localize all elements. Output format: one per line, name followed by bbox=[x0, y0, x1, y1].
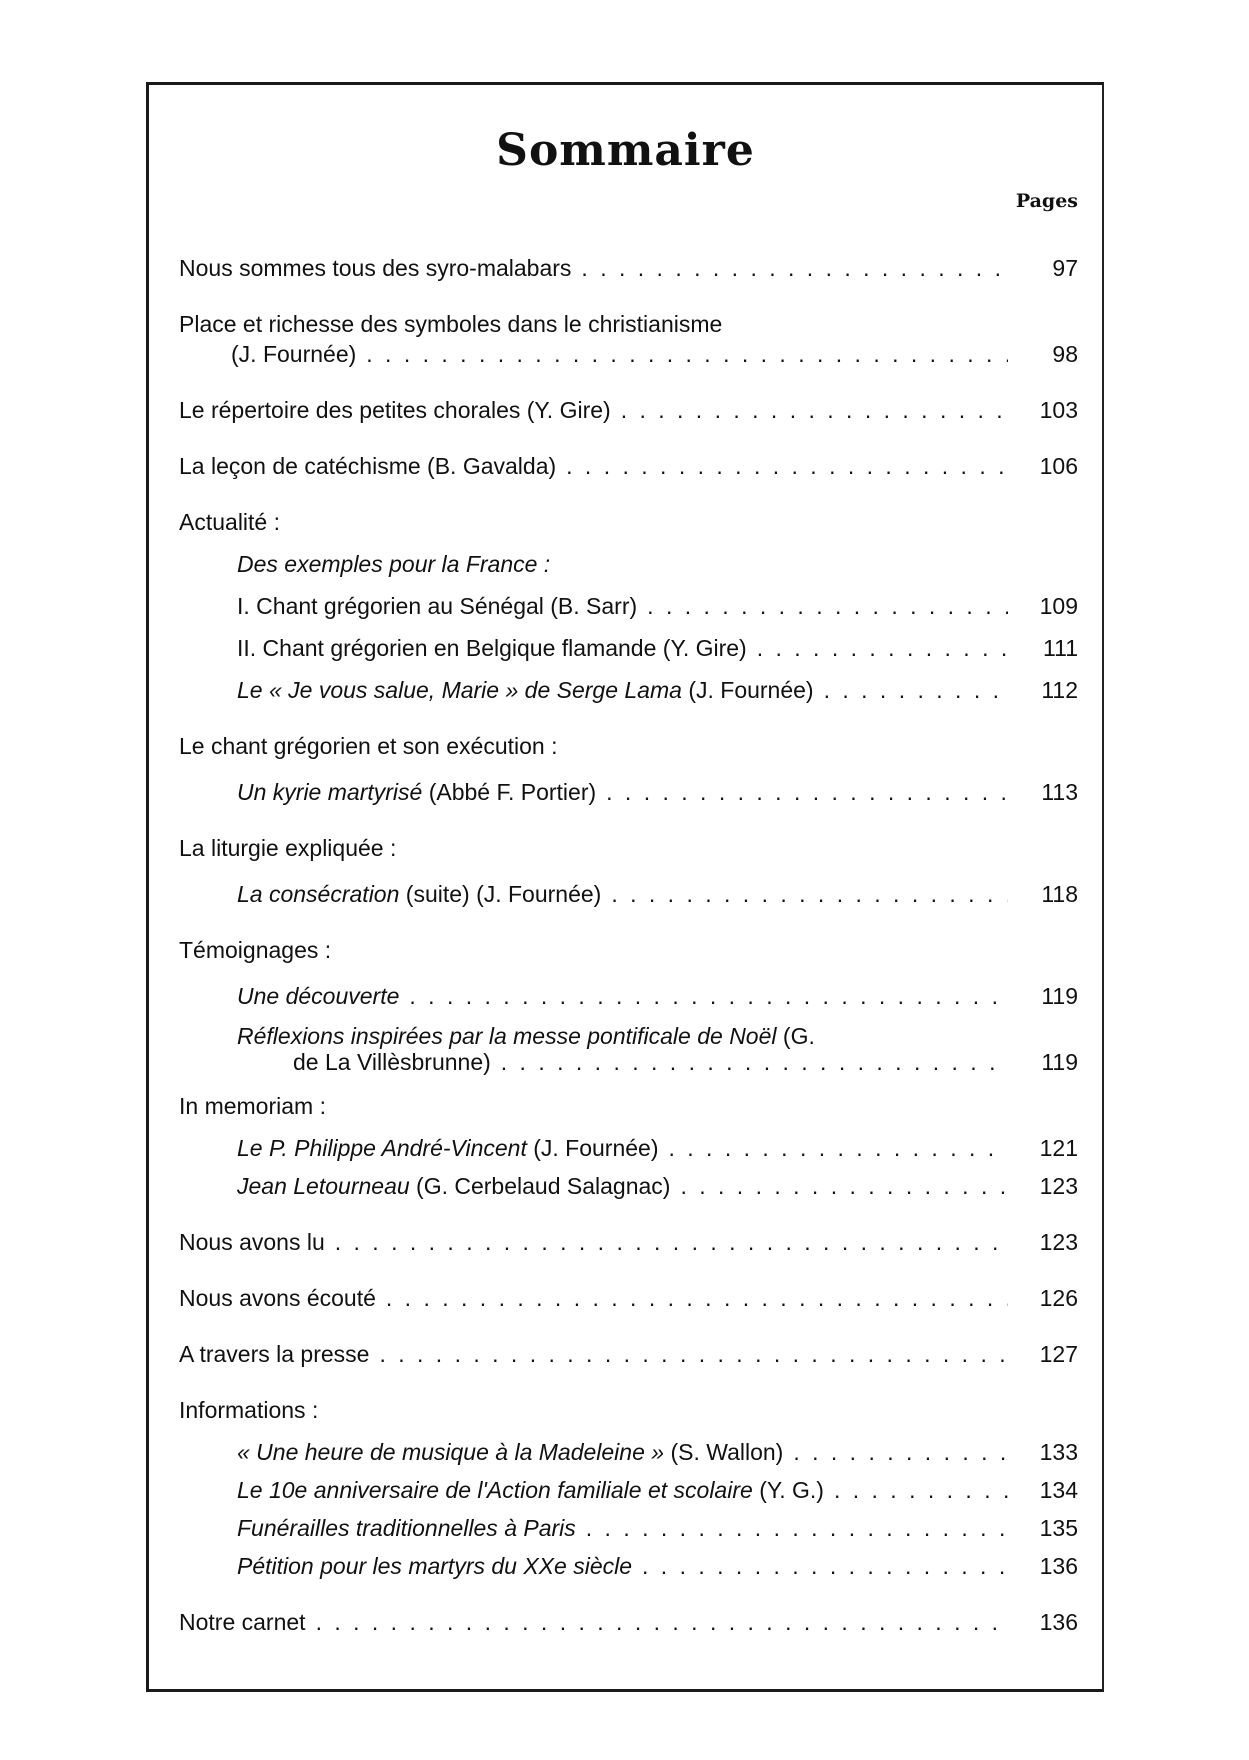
page-title: Sommaire bbox=[496, 125, 755, 176]
page-number: 126 bbox=[1039, 1285, 1078, 1311]
page-number: 135 bbox=[1039, 1515, 1078, 1541]
toc-entry[interactable]: Place et richesse des symboles dans le christianisme (J. Fournée) . . . 98 bbox=[179, 309, 1078, 369]
page-number: 121 bbox=[1039, 1135, 1078, 1161]
dot-leader bbox=[366, 339, 1008, 369]
toc-entry[interactable]: Le P. Philippe André-Vincent (J. Fournée) . . . 121 bbox=[179, 1133, 1078, 1163]
page-number: 106 bbox=[1039, 453, 1078, 479]
toc-entry[interactable]: Nous avons écouté . . . 126 bbox=[179, 1283, 1078, 1313]
toc-entry[interactable]: Un kyrie martyrisé (Abbé F. Portier) . . . 113 bbox=[179, 777, 1078, 807]
toc-entry[interactable]: « Une heure de musique à la Madeleine » (S. Wallon) . . . 133 bbox=[179, 1437, 1078, 1467]
section-heading: Actualité : bbox=[179, 509, 280, 535]
page-number: 98 bbox=[1052, 341, 1078, 367]
pages-column-header: Pages bbox=[1015, 190, 1078, 212]
section-heading: La liturgie expliquée : bbox=[179, 835, 397, 861]
toc-entry[interactable]: Nous avons lu . . . 123 bbox=[179, 1227, 1078, 1257]
dot-leader bbox=[642, 1551, 1008, 1581]
toc-entry[interactable]: Notre carnet . . . 136 bbox=[179, 1607, 1078, 1637]
toc-entry[interactable]: Réflexions inspirées par la messe pontificale de Noël (G. de La Villèsbrunne) . . . 119 bbox=[179, 1023, 1078, 1075]
page-number: 136 bbox=[1039, 1609, 1078, 1635]
dot-leader bbox=[669, 1133, 1009, 1163]
dot-leader bbox=[501, 1049, 1008, 1075]
toc-entry[interactable]: Pétition pour les martyrs du XXe siècle . . . 136 bbox=[179, 1551, 1078, 1581]
section-subheading: Des exemples pour la France : bbox=[237, 551, 551, 577]
dot-leader bbox=[586, 1513, 1008, 1543]
page-number: 119 bbox=[1041, 1049, 1078, 1075]
toc-frame bbox=[146, 82, 1104, 1692]
section-heading: In memoriam : bbox=[179, 1093, 326, 1119]
dot-leader bbox=[834, 1475, 1008, 1505]
page-number: 123 bbox=[1039, 1229, 1078, 1255]
page-number: 136 bbox=[1039, 1553, 1078, 1579]
toc-entry[interactable]: Le « Je vous salue, Marie » de Serge Lama (J. Fournée) . . . 112 bbox=[179, 675, 1078, 705]
dot-leader bbox=[757, 633, 1008, 663]
toc-entry[interactable]: Une découverte . . . 119 bbox=[179, 981, 1078, 1011]
dot-leader bbox=[621, 395, 1008, 425]
toc-entry[interactable]: Le 10e anniversaire de l'Action familiale et scolaire (Y. G.) . . . 134 bbox=[179, 1475, 1078, 1505]
section-heading: Témoignages : bbox=[179, 937, 332, 963]
dot-leader bbox=[647, 591, 1008, 621]
dot-leader bbox=[566, 451, 1008, 481]
dot-leader bbox=[793, 1437, 1008, 1467]
toc-entry[interactable]: A travers la presse . . . 127 bbox=[179, 1339, 1078, 1369]
page-number: 109 bbox=[1039, 593, 1078, 619]
page-number: 123 bbox=[1039, 1173, 1078, 1199]
dot-leader bbox=[606, 777, 1008, 807]
dot-leader bbox=[409, 981, 1008, 1011]
section-heading: Informations : bbox=[179, 1397, 319, 1423]
dot-leader bbox=[611, 879, 1008, 909]
page-number: 119 bbox=[1041, 983, 1078, 1009]
dot-leader bbox=[335, 1227, 1008, 1257]
toc-entry[interactable]: Nous sommes tous des syro-malabars . . . 97 bbox=[179, 253, 1078, 283]
dot-leader bbox=[581, 253, 1008, 283]
toc-entry[interactable]: Jean Letourneau (G. Cerbelaud Salagnac) . . . 123 bbox=[179, 1171, 1078, 1201]
page-number: 103 bbox=[1039, 397, 1078, 423]
dot-leader bbox=[386, 1283, 1008, 1313]
toc-entry[interactable]: Le répertoire des petites chorales (Y. Gire) . . . 103 bbox=[179, 395, 1078, 425]
toc-entry[interactable]: La leçon de catéchisme (B. Gavalda) . . . 106 bbox=[179, 451, 1078, 481]
toc-entry[interactable]: Funérailles traditionnelles à Paris . . . 135 bbox=[179, 1513, 1078, 1543]
dot-leader bbox=[824, 675, 1008, 705]
page-number: 133 bbox=[1039, 1439, 1078, 1465]
page-number: 112 bbox=[1041, 677, 1078, 703]
page-number: 134 bbox=[1039, 1477, 1078, 1503]
dot-leader bbox=[680, 1171, 1008, 1201]
section-heading: Le chant grégorien et son exécution : bbox=[179, 733, 558, 759]
toc-entry[interactable]: I. Chant grégorien au Sénégal (B. Sarr) . . . 109 bbox=[179, 591, 1078, 621]
page-number: 111 bbox=[1043, 635, 1078, 661]
page-number: 118 bbox=[1041, 881, 1078, 907]
page-number: 127 bbox=[1039, 1341, 1078, 1367]
dot-leader bbox=[316, 1607, 1008, 1637]
toc-entry[interactable]: II. Chant grégorien en Belgique flamande (Y. Gire) . . . 111 bbox=[179, 633, 1078, 663]
table-of-contents bbox=[179, 253, 1078, 1637]
dot-leader bbox=[379, 1339, 1008, 1369]
page-number: 113 bbox=[1041, 779, 1078, 805]
page-number: 97 bbox=[1052, 255, 1078, 281]
toc-entry[interactable]: La consécration (suite) (J. Fournée) . . . 118 bbox=[179, 879, 1078, 909]
